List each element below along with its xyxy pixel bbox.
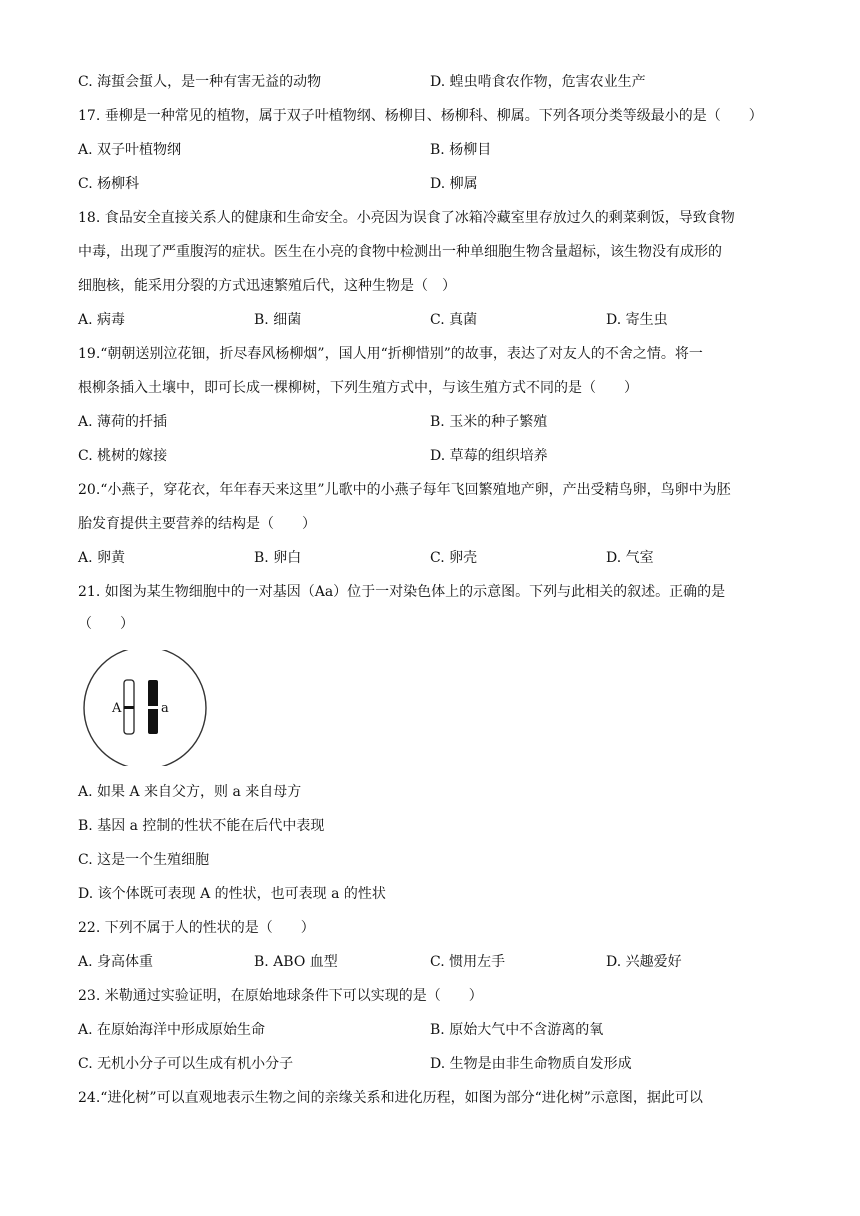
q17-option-a: A. 双子叶植物纲 bbox=[78, 142, 182, 158]
q21-option-c: C. 这是一个生殖细胞 bbox=[78, 852, 210, 868]
q21-option-d: D. 该个体既可表现 A 的性状，也可表现 a 的性状 bbox=[78, 886, 386, 902]
q20-option-b: B. 卵白 bbox=[254, 550, 302, 566]
q23-option-d: D. 生物是由非生命物质自发形成 bbox=[430, 1056, 632, 1072]
q18-stem-line3: 细胞核，能采用分裂的方式迅速繁殖后代，这种生物是（ ） bbox=[78, 278, 456, 294]
chromosome-figure bbox=[82, 650, 208, 766]
q19-option-d: D. 草莓的组织培养 bbox=[430, 448, 548, 464]
q18-stem-line1: 18. 食品安全直接关系人的健康和生命安全。小亮因为误食了冰箱冷藏室里存放过久的剩菜剩饭，导致食物 bbox=[78, 210, 735, 226]
gene-label-a-upper: A bbox=[112, 701, 122, 716]
cell-outline bbox=[84, 650, 206, 766]
q23-option-c: C. 无机小分子可以生成有机小分子 bbox=[78, 1056, 294, 1072]
gene-locus-left bbox=[124, 706, 134, 709]
gene-label-a-lower: a bbox=[161, 701, 169, 716]
q18-stem-line2: 中毒，出现了严重腹泻的症状。医生在小亮的食物中检测出一种单细胞生物含量超标，该生物没有成形的 bbox=[78, 244, 722, 260]
q19-option-a: A. 薄荷的扦插 bbox=[78, 414, 168, 430]
q19-stem-line2: 根柳条插入土壤中，即可长成一棵柳树，下列生殖方式中，与该生殖方式不同的是（ ） bbox=[78, 380, 638, 396]
q19-option-c: C. 桃树的嫁接 bbox=[78, 448, 168, 464]
q22-option-a: A. 身高体重 bbox=[78, 954, 154, 970]
q20-option-c: C. 卵壳 bbox=[430, 550, 478, 566]
q17-stem: 17. 垂柳是一种常见的植物，属于双子叶植物纲、杨柳目、杨柳科、柳属。下列各项分类等级最小的是（ ） bbox=[78, 108, 763, 124]
q19-stem-line1: 19.“朝朝送别泣花钿，折尽春风杨柳烟”，国人用“折柳惜别”的故事，表达了对友人的不舍之情。将一 bbox=[78, 346, 703, 362]
q17-option-b: B. 杨柳目 bbox=[430, 142, 492, 158]
q17-option-c: C. 杨柳科 bbox=[78, 176, 140, 192]
q20-option-d: D. 气室 bbox=[606, 550, 654, 566]
q22-stem: 22. 下列不属于人的性状的是（ ） bbox=[78, 920, 315, 936]
q20-stem-line2: 胎发育提供主要营养的结构是（ ） bbox=[78, 516, 316, 532]
q18-option-a: A. 病毒 bbox=[78, 312, 126, 328]
q23-stem: 23. 米勒通过实验证明，在原始地球条件下可以实现的是（ ） bbox=[78, 988, 483, 1004]
q22-option-b: B. ABO 血型 bbox=[254, 954, 338, 970]
q18-option-b: B. 细菌 bbox=[254, 312, 302, 328]
q17-option-d: D. 柳属 bbox=[430, 176, 478, 192]
q20-option-a: A. 卵黄 bbox=[78, 550, 126, 566]
q21-stem-line1: 21. 如图为某生物细胞中的一对基因（Aa）位于一对染色体上的示意图。下列与此相关的叙述。正确的是 bbox=[78, 584, 726, 600]
q22-option-c: C. 惯用左手 bbox=[430, 954, 506, 970]
q18-option-d: D. 寄生虫 bbox=[606, 312, 668, 328]
q21-option-a: A. 如果 A 来自父方，则 a 来自母方 bbox=[78, 784, 302, 800]
q21-stem-line2: （ ） bbox=[78, 616, 134, 632]
q20-stem-line1: 20.“小燕子，穿花衣，年年春天来这里”儿歌中的小燕子每年飞回繁殖地产卵，产出受精鸟卵，鸟卵中为胚 bbox=[78, 482, 731, 498]
q18-option-c: C. 真菌 bbox=[430, 312, 478, 328]
q19-option-b: B. 玉米的种子繁殖 bbox=[430, 414, 548, 430]
q23-option-b: B. 原始大气中不含游离的氧 bbox=[430, 1022, 604, 1038]
q16-option-d: D. 蝗虫啃食农作物，危害农业生产 bbox=[430, 74, 646, 90]
gene-locus-right bbox=[148, 706, 158, 709]
q16-option-c: C. 海蜇会蜇人，是一种有害无益的动物 bbox=[78, 74, 322, 90]
q23-option-a: A. 在原始海洋中形成原始生命 bbox=[78, 1022, 266, 1038]
q22-option-d: D. 兴趣爱好 bbox=[606, 954, 682, 970]
q21-option-b: B. 基因 a 控制的性状不能在后代中表现 bbox=[78, 818, 325, 834]
q24-stem-line1: 24.“进化树”可以直观地表示生物之间的亲缘关系和进化历程，如图为部分“进化树”示意图，据此可以 bbox=[78, 1090, 703, 1106]
